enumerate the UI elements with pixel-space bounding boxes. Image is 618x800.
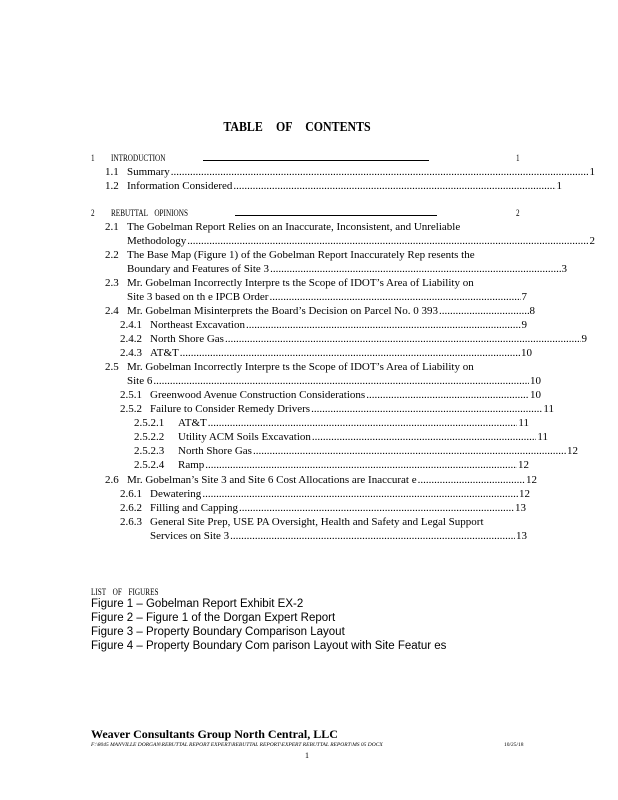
toc-entry-number: 2.5.2.1 xyxy=(134,417,165,429)
toc-entry-text: Greenwood Avenue Construction Considerations xyxy=(150,389,366,401)
toc-entry[interactable] xyxy=(134,431,548,444)
section-rule xyxy=(203,160,429,161)
toc-entry-page: 12 xyxy=(519,488,530,500)
toc-entry[interactable] xyxy=(127,263,567,276)
toc-entry-number: 2.4.1 xyxy=(120,319,142,331)
toc-entry-text: Information Considered xyxy=(127,180,233,192)
toc-entry-number: 2.6 xyxy=(105,474,119,486)
toc-entry-page: 12 xyxy=(567,445,578,457)
toc-entry-text: Ramp xyxy=(178,459,205,471)
toc-entry-continuation: Boundary and Features of Site 3 xyxy=(127,263,270,275)
section-page: 2 xyxy=(516,208,520,218)
footer-company: Weaver Consultants Group North Central, LLC xyxy=(91,727,338,741)
toc-entry-page: 9 xyxy=(581,333,587,345)
toc-entry-number: 1.1 xyxy=(105,166,119,178)
toc-entry-number: 2.5.2.4 xyxy=(134,459,165,471)
toc-entry-number: 2.5.2.2 xyxy=(134,431,165,443)
toc-entry-text: Failure to Consider Remedy Drivers xyxy=(150,403,311,415)
toc-entry-text[interactable]: The Gobelman Report Relies on an Inaccurate, Inconsistent, and Unreliable xyxy=(127,221,461,233)
toc-entry-text: AT&T xyxy=(178,417,207,429)
toc-entry[interactable] xyxy=(134,445,578,458)
toc-entry[interactable] xyxy=(120,319,527,332)
toc-entry-page: 7 xyxy=(521,291,527,303)
toc-entry[interactable] xyxy=(120,347,532,360)
section-number: 1 xyxy=(91,153,95,163)
toc-entry-number: 2.5.1 xyxy=(120,389,142,401)
toc-entry[interactable] xyxy=(134,459,529,472)
footer-page-number: 1 xyxy=(305,751,309,760)
figures-heading: LIST OF FIGURES xyxy=(91,587,159,597)
toc-entry-page: 12 xyxy=(518,459,529,471)
toc-entry[interactable] xyxy=(120,389,541,402)
toc-entry-page: 13 xyxy=(516,530,527,542)
toc-entry-page: 2 xyxy=(589,235,595,247)
toc-entry-number: 2.5.2 xyxy=(120,403,142,415)
toc-entry-page: 1 xyxy=(589,166,595,178)
toc-entry-page: 10 xyxy=(530,389,541,401)
toc-entry-text: Utility ACM Soils Excavation xyxy=(178,431,311,443)
toc-entry-number: 2.4 xyxy=(105,305,119,317)
toc-entry-number: 2.6.2 xyxy=(120,502,142,514)
toc-entry-text: Northeast Excavation xyxy=(150,319,245,331)
figure-entry[interactable]: Figure 4 – Property Boundary Com parison Layout with Site Featur es xyxy=(91,640,447,652)
footer-date: 10/25/18 xyxy=(504,742,524,748)
page-title: TABLE OF CONTENTS xyxy=(223,120,371,135)
toc-entry-number: 2.5.2.3 xyxy=(134,445,165,457)
toc-entry-text: Summary xyxy=(127,166,170,178)
toc-entry-number: 2.1 xyxy=(105,221,119,233)
toc-entry-number: 2.2 xyxy=(105,249,119,261)
toc-entry-number: 1.2 xyxy=(105,180,119,192)
toc-entry[interactable] xyxy=(105,166,595,179)
toc-entry-number: 2.6.1 xyxy=(120,488,142,500)
toc-entry-page: 9 xyxy=(521,319,527,331)
section-label: REBUTTAL OPINIONS xyxy=(111,208,188,218)
toc-entry-text: Dewatering xyxy=(150,488,202,500)
toc-entry-page: 3 xyxy=(561,263,567,275)
toc-entry-page: 1 xyxy=(556,180,562,192)
toc-entry-text: Filling and Capping xyxy=(150,502,238,514)
section-page: 1 xyxy=(516,153,520,163)
toc-entry-text: Mr. Gobelman Misinterprets the Board’s Decision on Parcel No. 0 393 xyxy=(127,305,439,317)
section-number: 2 xyxy=(91,208,95,218)
toc-entry-page: 12 xyxy=(526,474,537,486)
toc-entry[interactable] xyxy=(105,180,562,193)
toc-entry-page: 8 xyxy=(529,305,535,317)
toc-entry-text: Mr. Gobelman’s Site 3 and Site 6 Cost Allocations are Inaccurat e xyxy=(127,474,417,486)
toc-entry-page: 13 xyxy=(515,502,526,514)
toc-entry[interactable] xyxy=(120,403,554,416)
toc-entry[interactable] xyxy=(127,375,541,388)
figure-entry[interactable]: Figure 1 – Gobelman Report Exhibit EX-2 xyxy=(91,598,304,610)
toc-entry[interactable] xyxy=(150,530,527,543)
toc-entry-number: 2.3 xyxy=(105,277,119,289)
toc-entry-number: 2.5 xyxy=(105,361,119,373)
toc-entry[interactable] xyxy=(134,417,529,430)
section-rule xyxy=(235,215,437,216)
toc-entry-continuation: Methodology xyxy=(127,235,187,247)
toc-entry[interactable] xyxy=(105,474,537,487)
toc-entry-page: 11 xyxy=(543,403,554,415)
toc-entry-continuation: Services on Site 3 xyxy=(150,530,230,542)
toc-entry-text[interactable]: Mr. Gobelman Incorrectly Interpre ts the Scope of IDOT’s Area of Liability on xyxy=(127,277,474,289)
toc-entry-text: AT&T xyxy=(150,347,179,359)
toc-entry-page: 11 xyxy=(518,417,529,429)
toc-entry[interactable] xyxy=(120,333,587,346)
toc-entry[interactable] xyxy=(105,305,535,318)
toc-entry-number: 2.4.2 xyxy=(120,333,142,345)
toc-entry-page: 10 xyxy=(530,375,541,387)
toc-entry-number: 2.6.3 xyxy=(120,516,142,528)
toc-entry-page: 11 xyxy=(537,431,548,443)
section-label: INTRODUCTION xyxy=(111,153,166,163)
toc-entry[interactable] xyxy=(127,291,527,304)
figure-entry[interactable]: Figure 2 – Figure 1 of the Dorgan Expert Report xyxy=(91,612,336,624)
footer-file-path: F:\8045 MANVILLE DORGAN\REBUTTAL REPORT EXPERT\REBUTTAL REPORT\EXPERT REBUTTAL REPORT\MS 05 DOCX xyxy=(91,742,383,748)
toc-entry[interactable] xyxy=(127,235,595,248)
toc-entry-number: 2.4.3 xyxy=(120,347,142,359)
toc-entry-text: North Shore Gas xyxy=(178,445,252,457)
toc-entry-page: 10 xyxy=(521,347,532,359)
toc-entry[interactable] xyxy=(120,502,526,515)
toc-entry-text: North Shore Gas xyxy=(150,333,224,345)
toc-entry-continuation: Site 6 xyxy=(127,375,153,387)
toc-entry-text[interactable]: The Base Map (Figure 1) of the Gobelman Report Inaccurately Rep resents the xyxy=(127,249,475,261)
toc-entry[interactable] xyxy=(120,488,530,501)
toc-entry-text[interactable]: General Site Prep, USE PA Oversight, Health and Safety and Legal Support xyxy=(150,516,484,528)
toc-entry-continuation: Site 3 based on th e IPCB Order xyxy=(127,291,269,303)
figure-entry[interactable]: Figure 3 – Property Boundary Comparison Layout xyxy=(91,626,345,638)
toc-entry-text[interactable]: Mr. Gobelman Incorrectly Interpre ts the Scope of IDOT’s Area of Liability on xyxy=(127,361,474,373)
